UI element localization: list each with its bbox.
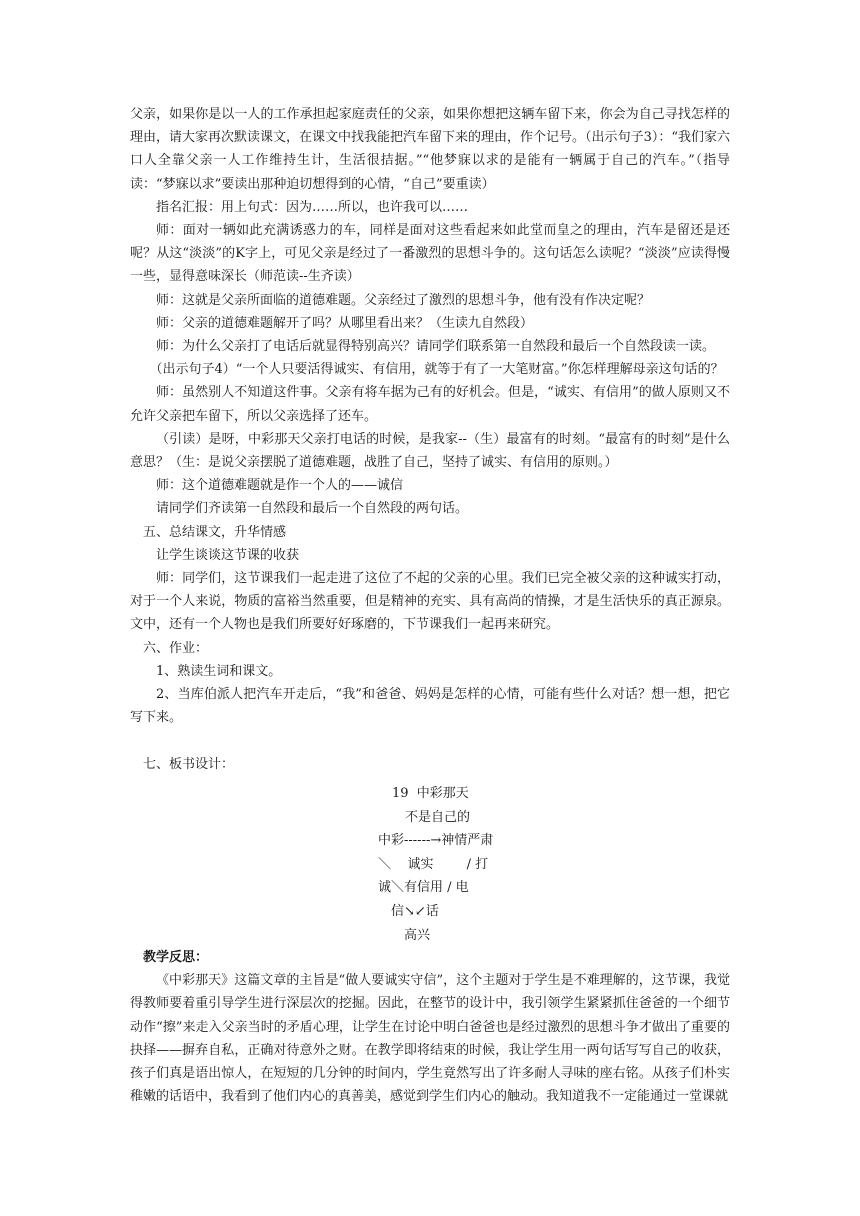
lesson-body <box>130 103 730 776</box>
paragraph: 师：为什么父亲打了电话后就显得特别高兴？请同学们联系第一自然段和最后一个自然段读一读。 <box>156 339 716 355</box>
paragraph: 让学生谈谈这节课的收获 <box>156 547 300 563</box>
board-line: 诚＼有信用 / 电 <box>378 880 469 896</box>
board-line: ＼ 诚实 / 打 <box>378 856 489 872</box>
section-heading: 六、作业： <box>143 640 209 656</box>
paragraph: （引读）是呀，中彩那天父亲打电话的时候，是我家--（生）最富有的时刻。“最富有的时刻”是什么意思？（生：是说父亲摆脱了道德难题，战胜了自己，坚持了诚实、有信用的原则。） <box>130 431 730 471</box>
paragraph: 师：面对一辆如此充满诱惑力的车，同样是面对这些看起来如此堂而皇之的理由，汽车是留还是还呢？从这“淡淡”的K字上，可见父亲是经过了一番激烈的思想斗争的。这句话怎么读呢？“淡淡”应读得慢一些，显得意味深长（师范读--生齐读） <box>130 223 730 285</box>
paragraph: 指名汇报：用上句式：因为……所以，也许我可以…… <box>156 199 469 215</box>
paragraph: 请同学们齐读第一自然段和最后一个自然段的两句话。 <box>156 501 469 517</box>
homework-item: 1、熟读生词和课文。 <box>156 663 282 679</box>
homework-item: 2、当库伯派人把汽车开走后，“我”和爸爸、妈妈是怎样的心情，可能有些什么对话？想一想，把它写下来。 <box>130 687 730 726</box>
reflection-text: 《中彩那天》这篇文章的主旨是“做人要诚实守信”，这个主题对于学生是不难理解的，这节课，我觉得教师要着重引导学生进行深层次的挖掘。因此，在整节的设计中，我引领学生紧紧抓住爸爸的一个细节动作“擦”来走入父亲当时的矛盾心理，让学生在讨论中明白爸爸也是经过激烈的思想斗争才做出了重要的抉择——摒弃自私，正确对待意外之财。在教学即将结束的时候，我让学生用一两句话写写自己的收获，孩子们真是语出惊人，在短短的几分钟的时间内，学生竟然写出了许多耐人寻味的座右铭。从孩子们朴实稚嫩的话语中，我看到了他们内心的真善美，感觉到学生们内心的触动。我知道我不一定能通过一堂课就 <box>130 973 730 1105</box>
board-line: 高兴 <box>404 927 431 943</box>
board-line: 信↘↙话 <box>391 904 439 919</box>
board-title: 19 中彩那天 <box>392 786 469 801</box>
paragraph: 父亲，如果你是以一人的工作承担起家庭责任的父亲，如果你想把这辆车留下来，你会为自己寻找怎样的理由，请大家再次默读课文，在课文中找我能把汽车留下来的理由，作个记号。（出示句子3）：“我们家六口人全靠父亲一人工作维持生计，生活很拮据。”“他梦寐以求的是能有一辆属于自己的汽车。”（指导读：“梦寐以求”要读出那种迫切想得到的心情，“自己”要重读） <box>130 107 730 192</box>
section-heading: 五、总结课文，升华情感 <box>143 524 287 540</box>
reflection-heading: 教学反思： <box>143 950 209 965</box>
teaching-reflection <box>130 946 730 1108</box>
blank-line <box>130 729 730 752</box>
paragraph: 师：这就是父亲所面临的道德难题。父亲经过了激烈的思想斗争，他有没有作决定呢？ <box>156 292 651 308</box>
paragraph: 师：父亲的道德难题解开了吗？从哪里看出来？（生读九自然段） <box>156 315 534 331</box>
paragraph: 师：这个道德难题就是作一个人的——诚信 <box>156 478 404 494</box>
board-line: 不是自己的 <box>405 809 471 825</box>
paragraph: 师：虽然别人不知道这件事。父亲有将车据为己有的好机会。但是，“诚实、有信用”的做人原则又不允许父亲把车留下，所以父亲选择了还车。 <box>130 385 730 424</box>
paragraph: （出示句子4）“一个人只要活得诚实、有信用，就等于有了一大笔财富。”你怎样理解母亲这句话的？ <box>149 362 724 378</box>
paragraph: 师：同学们，这节课我们一起走进了这位了不起的父亲的心里。我们已完全被父亲的这种诚实打动，对于一个人来说，物质的富裕当然重要，但是精神的充实、具有高尚的情操，才是生活快乐的真正源泉。文中，还有一个人物也是我们所要好好琢磨的，下节课我们一起再来研究。 <box>130 571 730 633</box>
board-line: 中彩------→神情严肃 <box>378 833 494 849</box>
section-heading: 七、板书设计： <box>143 756 235 772</box>
